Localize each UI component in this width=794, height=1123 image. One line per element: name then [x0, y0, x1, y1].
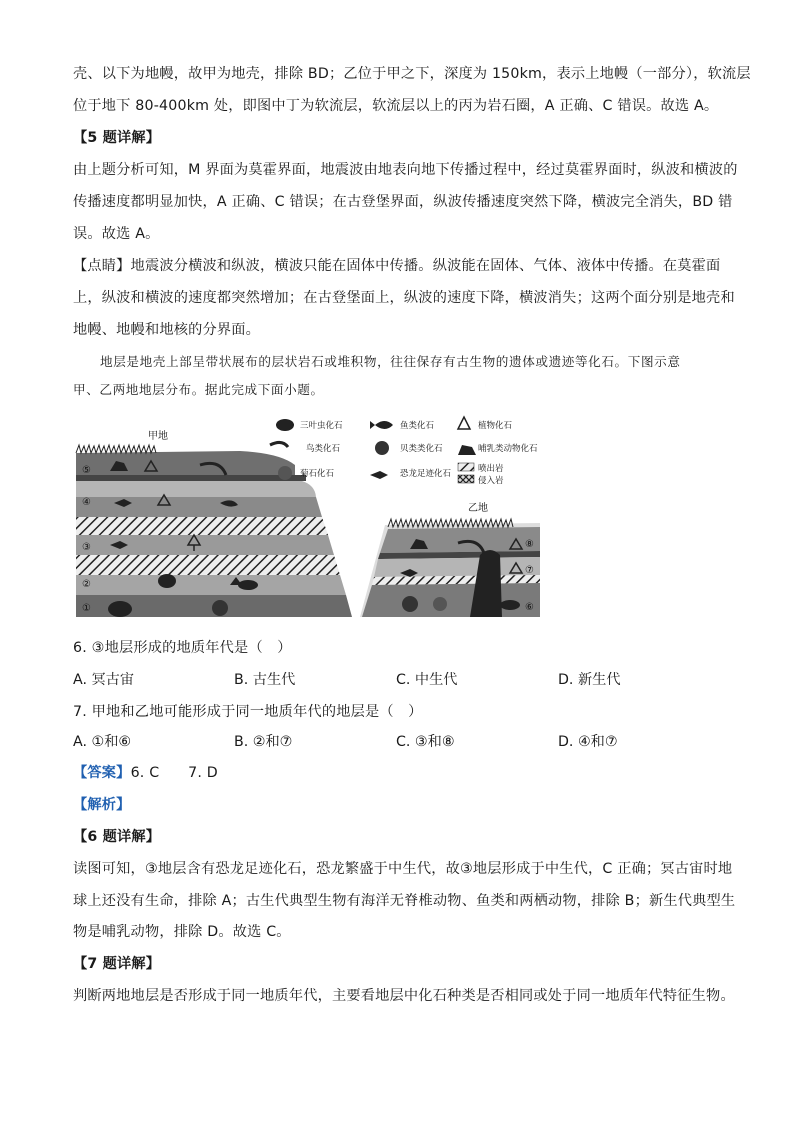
analysis-line [73, 795, 131, 815]
legend-label: 贝类类化石 [400, 444, 443, 454]
section-heading-q5: 【5 题详解】 [73, 130, 161, 146]
trilobite-icon [276, 419, 294, 431]
q7-option-b: B. ②和⑦ [234, 734, 293, 750]
paragraph-line: 上，纵波和横波的速度都突然增加；在古登堡面上，纵波的速度下降，横波消失；这两个面分别是地壳和 [73, 290, 735, 306]
legend-label: 三叶虫化石 [300, 421, 343, 431]
layer-label: ④ [82, 497, 91, 508]
legend-label: 植物化石 [478, 421, 513, 431]
legend-label: 鱼类化石 [400, 421, 435, 431]
analysis-tag: 【解析】 [73, 797, 131, 813]
site-b-label: 乙地 [468, 503, 488, 514]
q6-option-a: A. 冥古宙 [73, 672, 135, 688]
intrusive-rock-swatch [458, 475, 474, 483]
paragraph-line: 地幔、地幔和地核的分界面。 [73, 322, 261, 338]
bird-icon [270, 442, 288, 447]
section-heading-q6: 【6 题详解】 [73, 829, 161, 845]
q6-option-c: C. 中生代 [396, 672, 458, 688]
paragraph-line: 球上还没有生命，排除 A；古生代典型生物有海洋无脊椎动物、鱼类和两栖动物，排除 B；新生代典型生 [73, 893, 736, 909]
legend-label: 侵入岩 [478, 476, 504, 486]
paragraph-line: 【点睛】地震波分横波和纵波，横波只能在固体中传播。纵波能在固体、气体、液体中传播。在莫霍面 [73, 258, 721, 274]
site-b-strata [360, 519, 540, 617]
layer-label: ③ [82, 542, 91, 553]
paragraph-line: 误。故选 A。 [73, 226, 160, 242]
q7-option-d: D. ④和⑦ [558, 734, 618, 750]
question-intro: 甲、乙两地地层分布。据此完成下面小题。 [73, 382, 324, 397]
paragraph-line: 判断两地地层是否形成于同一地质年代，主要看地层中化石种类是否相同或处于同一地质年代特征生物。 [73, 988, 735, 1004]
layer-label: ⑥ [525, 602, 534, 613]
layer-label: ② [82, 579, 91, 590]
section-heading-q7: 【7 题详解】 [73, 956, 161, 972]
site-a-label: 甲地 [148, 431, 168, 442]
q6-option-b: B. 古生代 [234, 672, 296, 688]
legend-label: 哺乳类动物化石 [478, 444, 538, 454]
paragraph-line: 位于地下 80-400km 处，即图中丁为软流层，软流层以上的丙为岩石圈，A 正确、C 错误。故选 A。 [73, 98, 719, 114]
strata-diagram [70, 405, 550, 623]
paragraph-line: 由上题分析可知，M 界面为莫霍界面，地震波由地表向地下传播过程中，经过莫霍界面时，纵波和横波的 [73, 162, 738, 178]
shell-icon [375, 441, 389, 455]
ammonite-icon [278, 466, 292, 480]
q7-option-a: A. ①和⑥ [73, 734, 132, 750]
mammal-icon [458, 445, 476, 455]
answer-line [73, 763, 218, 783]
legend-label: 菊石化石 [300, 469, 335, 479]
fish-icon [370, 421, 393, 429]
question-6: 6. ③地层形成的地质年代是（ ） [73, 640, 292, 656]
paragraph-line: 读图可知，③地层含有恐龙足迹化石，恐龙繁盛于中生代，故③地层形成于中生代，C 正确；冥古宙时地 [73, 861, 733, 877]
q7-option-c: C. ③和⑧ [396, 734, 455, 750]
answer-tag: 【答案】 [73, 765, 131, 781]
extrusive-rock-swatch [458, 463, 474, 471]
legend-label: 鸟类化石 [306, 444, 341, 454]
question-7: 7. 甲地和乙地可能形成于同一地质年代的地层是（ ） [73, 704, 423, 720]
plant-icon [458, 417, 470, 429]
question-intro: 地层是地壳上部呈带状展布的层状岩石或堆积物，往往保存有古生物的遗体或遗迹等化石。下图示意 [100, 354, 681, 369]
paragraph-line: 壳、以下为地幔，故甲为地壳，排除 BD；乙位于甲之下，深度为 150km，表示上地幔（一部分），软流层 [73, 66, 751, 82]
layer-label: ⑧ [525, 539, 534, 550]
dinosaur-footprint-icon [370, 471, 388, 479]
layer-label: ① [82, 603, 91, 614]
paragraph-line: 传播速度都明显加快，A 正确、C 错误；在古登堡界面，纵波传播速度突然下降，横波完全消失，BD 错 [73, 194, 733, 210]
layer-label: ⑦ [525, 565, 534, 576]
figure-legend [270, 417, 538, 486]
legend-label: 恐龙足迹化石 [400, 469, 452, 479]
legend-label: 喷出岩 [478, 464, 504, 474]
strata-figure [70, 405, 550, 623]
q6-option-d: D. 新生代 [558, 672, 621, 688]
layer-label: ⑤ [82, 465, 91, 476]
paragraph-line: 物是哺乳动物，排除 D。故选 C。 [73, 924, 291, 940]
answer-text: 6. C 7. D [130, 765, 218, 781]
